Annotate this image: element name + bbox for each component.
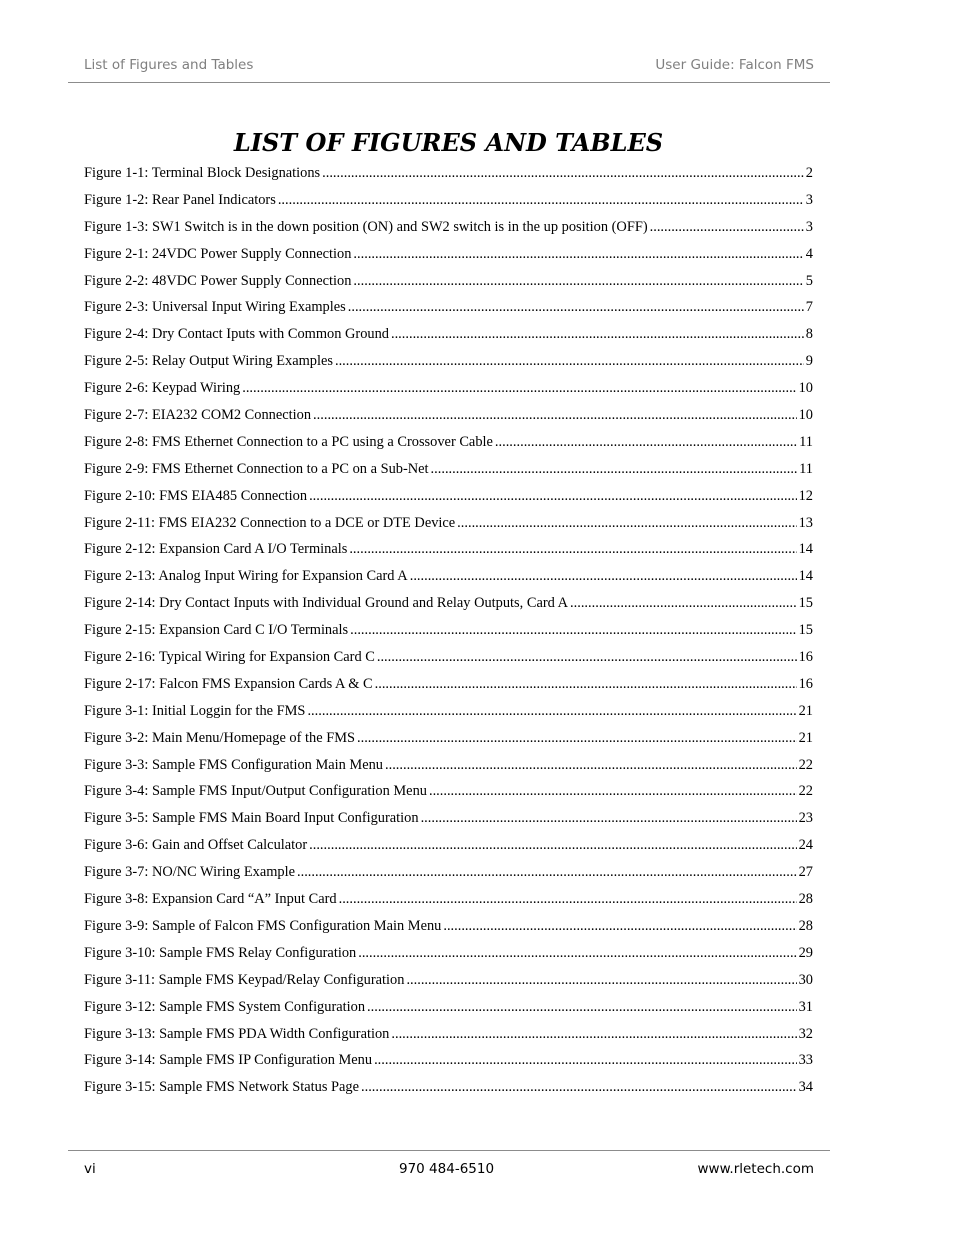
figure-entry-page-number: 32	[798, 1025, 813, 1042]
figure-list-entry[interactable]	[84, 538, 813, 565]
figure-entry-page-number: 31	[798, 998, 813, 1015]
dot-leader	[309, 834, 796, 856]
figure-list-entry[interactable]	[84, 942, 813, 969]
figure-list-entry[interactable]	[84, 700, 813, 727]
dot-leader	[385, 754, 797, 776]
figure-list-entry[interactable]	[84, 404, 813, 431]
dot-leader	[361, 1076, 797, 1098]
dot-leader	[278, 189, 804, 211]
figure-entry-page-number: 14	[798, 541, 813, 558]
dot-leader	[650, 216, 804, 238]
dot-leader	[391, 1023, 796, 1045]
figure-list-entry[interactable]	[84, 565, 813, 592]
figure-entry-label: Figure 3-2: Main Menu/Homepage of the FMS	[84, 729, 355, 746]
figure-entry-label: Figure 2-12: Expansion Card A I/O Terminals	[84, 541, 348, 558]
figure-list	[84, 162, 813, 1103]
figure-list-entry[interactable]	[84, 216, 813, 243]
header-document-title: User Guide: Falcon FMS	[655, 57, 814, 73]
dot-leader	[349, 538, 796, 560]
dot-leader	[350, 619, 796, 641]
figure-entry-page-number: 23	[798, 810, 813, 827]
figure-entry-page-number: 21	[798, 729, 813, 746]
figure-list-entry[interactable]	[84, 646, 813, 673]
figure-list-entry[interactable]	[84, 377, 813, 404]
figure-entry-label: Figure 1-3: SW1 Switch is in the down position (ON) and SW2 switch is in the up position (OFF)	[84, 218, 648, 235]
footer-page-number: vi	[84, 1161, 96, 1177]
dot-leader	[309, 485, 797, 507]
dot-leader	[367, 996, 797, 1018]
figure-entry-page-number: 14	[798, 568, 813, 585]
figure-entry-page-number: 2	[805, 165, 813, 181]
dot-leader	[335, 350, 804, 372]
figure-entry-label: Figure 2-15: Expansion Card C I/O Terminals	[84, 622, 349, 639]
figure-entry-page-number: 22	[798, 783, 813, 800]
figure-entry-label: Figure 3-9: Sample of Falcon FMS Configuration Main Menu	[84, 917, 442, 934]
figure-list-entry[interactable]	[84, 1023, 813, 1050]
figure-list-entry[interactable]	[84, 996, 813, 1023]
figure-entry-page-number: 10	[798, 380, 813, 397]
dot-leader	[348, 296, 804, 318]
page-header	[84, 57, 814, 75]
figure-entry-label: Figure 2-3: Universal Input Wiring Examples	[84, 299, 346, 316]
figure-entry-label: Figure 3-3: Sample FMS Configuration Main Menu	[84, 756, 383, 773]
footer-phone: 970 484-6510	[399, 1161, 495, 1177]
dot-leader	[297, 861, 797, 883]
figure-entry-label: Figure 2-8: FMS Ethernet Connection to a PC using a Crossover Cable	[84, 433, 493, 450]
figure-entry-page-number: 3	[805, 191, 813, 208]
figure-entry-label: Figure 1-2: Rear Panel Indicators	[84, 191, 276, 208]
figure-entry-page-number: 28	[798, 891, 813, 908]
figure-list-entry[interactable]	[84, 243, 813, 270]
figure-entry-label: Figure 3-10: Sample FMS Relay Configuration	[84, 944, 357, 961]
dot-leader	[353, 270, 803, 292]
figure-entry-label: Figure 3-14: Sample FMS IP Configuration Menu	[84, 1052, 373, 1069]
figure-entry-label: Figure 2-17: Falcon FMS Expansion Cards A & C	[84, 675, 373, 692]
dot-leader	[570, 592, 797, 614]
dot-leader	[429, 780, 797, 802]
figure-entry-label: Figure 2-11: FMS EIA232 Connection to a DCE or DTE Device	[84, 514, 456, 531]
figure-entry-page-number: 8	[805, 326, 813, 343]
figure-entry-page-number: 16	[798, 649, 813, 666]
figure-list-entry[interactable]	[84, 619, 813, 646]
figure-entry-page-number: 30	[798, 971, 813, 988]
figure-entry-page-number: 15	[798, 622, 813, 639]
dot-leader	[353, 243, 803, 265]
figure-list-entry[interactable]	[84, 1076, 813, 1103]
figure-entry-page-number: 28	[798, 917, 813, 934]
figure-entry-label: Figure 2-4: Dry Contact Iputs with Common Ground	[84, 326, 389, 343]
dot-leader	[322, 162, 804, 184]
figure-entry-page-number: 33	[798, 1052, 813, 1069]
figure-entry-page-number: 4	[805, 245, 813, 262]
figure-entry-label: Figure 2-13: Analog Input Wiring for Expansion Card A	[84, 568, 408, 585]
figure-entry-page-number: 3	[805, 218, 813, 235]
dot-leader	[357, 727, 797, 749]
dot-leader	[375, 673, 797, 695]
figure-list-entry[interactable]	[84, 189, 813, 216]
figure-entry-page-number: 34	[798, 1079, 813, 1096]
figure-entry-page-number: 29	[798, 944, 813, 961]
figure-list-entry[interactable]	[84, 431, 813, 458]
figure-entry-label: Figure 3-4: Sample FMS Input/Output Configuration Menu	[84, 783, 427, 800]
figure-entry-label: Figure 3-7: NO/NC Wiring Example	[84, 864, 295, 881]
figure-list-entry[interactable]	[84, 834, 813, 861]
figure-list-entry[interactable]	[84, 727, 813, 754]
dot-leader	[358, 942, 796, 964]
figure-entry-label: Figure 3-5: Sample FMS Main Board Input Configuration	[84, 810, 419, 827]
figure-entry-page-number: 16	[798, 675, 813, 692]
figure-entry-page-number: 13	[798, 514, 813, 531]
dot-leader	[374, 1049, 797, 1071]
figure-list-entry[interactable]	[84, 270, 813, 297]
figure-list-entry[interactable]	[84, 807, 813, 834]
figure-entry-label: Figure 3-6: Gain and Offset Calculator	[84, 837, 308, 854]
figure-entry-page-number: 11	[799, 460, 813, 477]
figure-entry-page-number: 12	[798, 487, 813, 504]
figure-entry-label: Figure 3-8: Expansion Card “A” Input Card	[84, 891, 337, 908]
figure-list-entry[interactable]	[84, 350, 813, 377]
figure-entry-label: Figure 3-15: Sample FMS Network Status Page	[84, 1079, 360, 1096]
dot-leader	[457, 512, 796, 534]
dot-leader	[410, 565, 797, 587]
figure-list-entry[interactable]	[84, 458, 813, 485]
dot-leader	[313, 404, 797, 426]
figure-list-entry[interactable]	[84, 915, 813, 942]
figure-list-entry[interactable]	[84, 673, 813, 700]
dot-leader	[391, 323, 804, 345]
figure-list-entry[interactable]	[84, 780, 813, 807]
header-section-title: List of Figures and Tables	[84, 57, 254, 73]
footer-website: www.rletech.com	[697, 1161, 814, 1177]
figure-entry-label: Figure 2-14: Dry Contact Inputs with Individual Ground and Relay Outputs, Card A	[84, 595, 569, 612]
figure-entry-label: Figure 2-6: Keypad Wiring	[84, 380, 241, 397]
figure-entry-label: Figure 1-1: Terminal Block Designations	[84, 165, 321, 181]
figure-entry-label: Figure 2-16: Typical Wiring for Expansion Card C	[84, 649, 375, 666]
figure-entry-label: Figure 3-12: Sample FMS System Configuration	[84, 998, 366, 1015]
figure-list-entry[interactable]	[84, 861, 813, 888]
figure-entry-label: Figure 2-2: 48VDC Power Supply Connection	[84, 272, 352, 289]
figure-entry-label: Figure 2-7: EIA232 COM2 Connection	[84, 407, 312, 424]
figure-entry-page-number: 9	[805, 353, 813, 370]
figure-entry-page-number: 21	[798, 702, 813, 719]
figure-entry-page-number: 7	[805, 299, 813, 316]
figure-list-entry[interactable]	[84, 754, 813, 781]
figure-list-entry[interactable]	[84, 323, 813, 350]
figure-entry-label: Figure 3-11: Sample FMS Keypad/Relay Configuration	[84, 971, 405, 988]
figure-entry-label: Figure 3-13: Sample FMS PDA Width Configuration	[84, 1025, 390, 1042]
dot-leader	[339, 888, 797, 910]
figure-entry-page-number: 15	[798, 595, 813, 612]
page-footer	[84, 1161, 814, 1179]
figure-list-entry[interactable]	[84, 296, 813, 323]
dot-leader	[495, 431, 797, 453]
figure-entry-label: Figure 2-9: FMS Ethernet Connection to a PC on a Sub-Net	[84, 460, 429, 477]
dot-leader	[443, 915, 796, 937]
figure-entry-page-number: 27	[798, 864, 813, 881]
footer-divider	[68, 1150, 830, 1151]
figure-entry-label: Figure 2-5: Relay Output Wiring Examples	[84, 353, 333, 370]
figure-list-entry[interactable]	[84, 162, 813, 189]
figure-entry-page-number: 10	[798, 407, 813, 424]
figure-entry-page-number: 22	[798, 756, 813, 773]
figure-list-entry[interactable]	[84, 512, 813, 539]
figure-list-entry[interactable]	[84, 1049, 813, 1076]
figure-list-entry[interactable]	[84, 969, 813, 996]
figure-entry-label: Figure 2-10: FMS EIA485 Connection	[84, 487, 308, 504]
header-divider	[68, 82, 830, 83]
figure-entry-label: Figure 2-1: 24VDC Power Supply Connection	[84, 245, 352, 262]
figure-list-entry[interactable]	[84, 485, 813, 512]
figure-entry-page-number: 24	[798, 837, 813, 854]
dot-leader	[406, 969, 796, 991]
page-title: LIST OF FIGURES AND TABLES	[233, 128, 664, 157]
figure-entry-label: Figure 3-1: Initial Loggin for the FMS	[84, 702, 306, 719]
figure-entry-page-number: 11	[799, 433, 813, 450]
figure-list-entry[interactable]	[84, 592, 813, 619]
figure-entry-page-number: 5	[805, 272, 813, 289]
dot-leader	[242, 377, 796, 399]
figure-list-entry[interactable]	[84, 888, 813, 915]
dot-leader	[421, 807, 797, 829]
dot-leader	[307, 700, 796, 722]
dot-leader	[377, 646, 797, 668]
dot-leader	[431, 458, 798, 480]
